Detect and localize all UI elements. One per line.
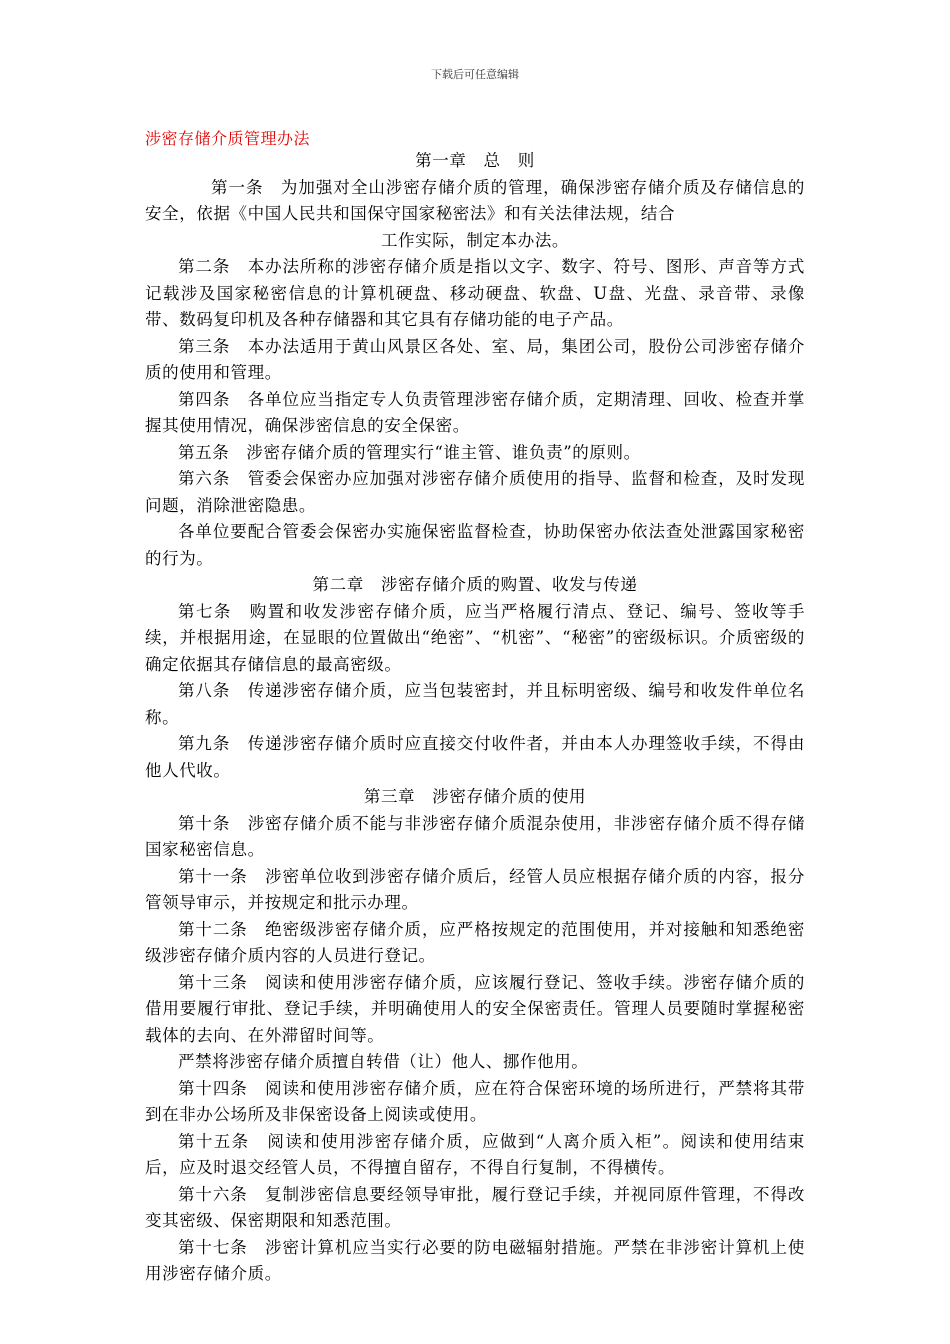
chapter-heading: 第三章 涉密存储介质的使用 xyxy=(363,787,587,806)
article-15: 第十五条 阅读和使用涉密存储介质，应做到“人离介质入柜”。阅读和使用结束后，应及时退交经管人员，不得擅自留存，不得自行复制，不得横传。 xyxy=(145,1131,805,1177)
article-5: 第五条 涉密存储介质的管理实行“谁主管、谁负责”的原则。 xyxy=(178,442,641,462)
article-14: 第十四条 阅读和使用涉密存储介质，应在符合保密环境的场所进行，严禁将其带到在非办公场所及非保密设备上阅读或使用。 xyxy=(145,1078,805,1124)
article-9: 第九条 传递涉密存储介质时应直接交付收件者，并由本人办理签收手续，不得由他人代收。 xyxy=(145,734,805,780)
article-6-cont: 各单位要配合管委会保密办实施保密监督检查，协助保密办依法查处泄露国家秘密的行为。 xyxy=(145,522,805,568)
page-header: 下载后可任意编辑 xyxy=(431,68,519,81)
chapter-heading: 第二章 涉密存储介质的购置、收发与传递 xyxy=(312,575,638,594)
document-body xyxy=(145,148,805,1288)
article-13: 第十三条 阅读和使用涉密存储介质，应该履行登记、签收手续。涉密存储介质的借用要履行审批、登记手续，并明确使用人的安全保密责任。管理人员要随时掌握秘密载体的去向、在外滞留时间等。 xyxy=(145,972,805,1045)
article-3: 第三条 本办法适用于黄山风景区各处、室、局，集团公司，股份公司涉密存储介质的使用和管理。 xyxy=(145,336,805,382)
article-4: 第四条 各单位应当指定专人负责管理涉密存储介质，定期清理、回收、检查并掌握其使用情况，确保涉密信息的安全保密。 xyxy=(145,389,805,435)
article-8: 第八条 传递涉密存储介质，应当包装密封，并且标明密级、编号和收发件单位名称。 xyxy=(145,681,805,727)
article-6: 第六条 管委会保密办应加强对涉密存储介质使用的指导、监督和检查，及时发现问题，消除泄密隐患。 xyxy=(145,469,805,515)
article-1-tail: 工作实际，制定本办法。 xyxy=(380,230,570,250)
article-16: 第十六条 复制涉密信息要经领导审批，履行登记手续，并视同原件管理，不得改变其密级、保密期限和知悉范围。 xyxy=(145,1184,805,1230)
document-title: 涉密存储介质管理办法 xyxy=(145,129,311,148)
article-13-cont: 严禁将涉密存储介质擅自转借（让）他人、挪作他用。 xyxy=(178,1052,589,1071)
article-1 xyxy=(145,175,805,255)
article-12: 第十二条 绝密级涉密存储介质，应严格按规定的范围使用，并对接触和知悉绝密级涉密存储介质内容的人员进行登记。 xyxy=(145,919,805,965)
article-11: 第十一条 涉密单位收到涉密存储介质后，经管人员应根据存储介质的内容，报分管领导审示，并按规定和批示办理。 xyxy=(145,866,805,912)
article-2: 第二条 本办法所称的涉密存储介质是指以文字、数字、符号、图形、声音等方式记载涉及国家秘密信息的计算机硬盘、移动硬盘、软盘、U盘、光盘、录音带、录像带、数码复印机及各种存储器和其它具有存储功能的电子产品。 xyxy=(145,257,805,329)
chapter-heading: 第一章 总 则 xyxy=(415,151,535,170)
article-1-text: 第一条 为加强对全山涉密存储介质的管理，确保涉密存储介质及存储信息的安全，依据《中国人民共和国保守国家秘密法》和有关法律法规，结合 xyxy=(145,177,805,223)
article-10: 第十条 涉密存储介质不能与非涉密存储介质混杂使用，非涉密存储介质不得存储国家秘密信息。 xyxy=(145,813,805,859)
article-17: 第十七条 涉密计算机应当实行必要的防电磁辐射措施。严禁在非涉密计算机上使用涉密存储介质。 xyxy=(145,1237,805,1283)
article-7: 第七条 购置和收发涉密存储介质，应当严格履行清点、登记、编号、签收等手续，并根据用途，在显眼的位置做出“绝密”、“机密”、“秘密”的密级标识。介质密级的确定依据其存储信息的最高密级。 xyxy=(145,601,805,674)
